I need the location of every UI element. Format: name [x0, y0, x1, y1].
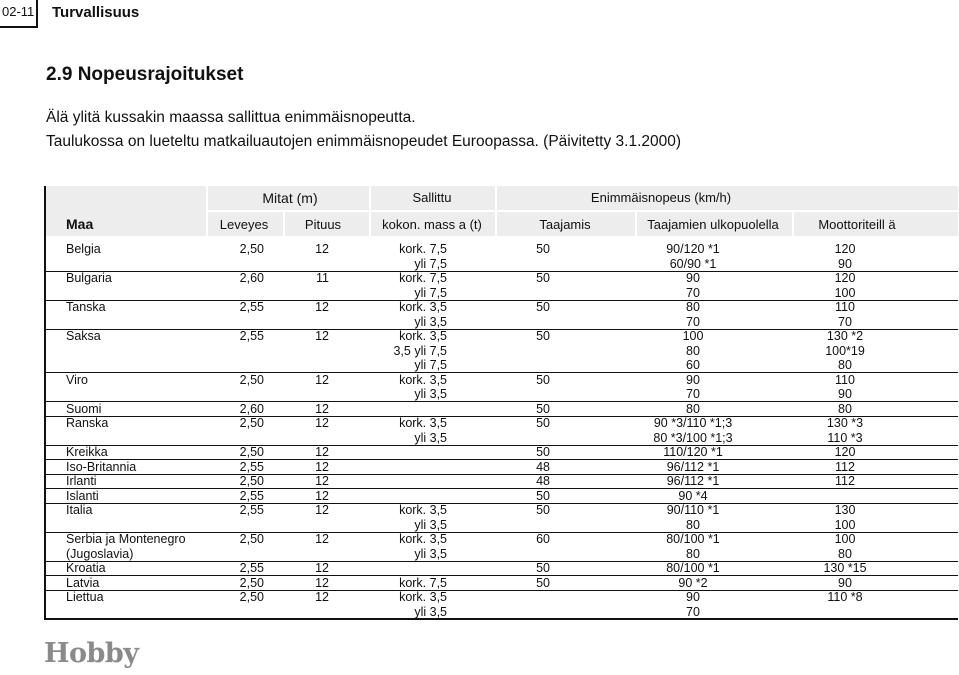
cell-leveys: 2,55 — [239, 561, 264, 575]
cell-moottoritie: 90 — [838, 575, 852, 590]
cell-moottoritie: 120 — [834, 271, 856, 285]
cell-massa: yli 7,5 — [414, 285, 447, 300]
cell-ulkopuolella: 80 *3/100 *1;3 — [653, 430, 733, 445]
cell-moottoritie: 100 — [834, 285, 856, 300]
header-divider — [206, 210, 958, 212]
cell-taajama: 60 — [536, 532, 550, 546]
cell-maa: Kreikka — [66, 445, 108, 459]
header-sallittu: Sallittu — [412, 190, 452, 205]
cell-ulkopuolella: 60 — [686, 358, 700, 372]
cell-ulkopuolella: 70 — [686, 314, 700, 329]
cell-taajama: 50 — [536, 488, 550, 503]
cell-leveys: 2,50 — [239, 474, 264, 488]
cell-ulkopuolella: 90 — [686, 271, 700, 285]
cell-ulkopuolella: 70 — [686, 604, 700, 619]
cell-massa: yli 3,5 — [414, 517, 447, 532]
cell-maa: Belgia — [66, 242, 101, 256]
cell-massa: 3,5 yli 7,5 — [393, 343, 447, 358]
cell-massa: yli 7,5 — [414, 256, 447, 271]
cell-moottoritie: 110 — [835, 300, 855, 314]
cell-pituus: 12 — [315, 372, 329, 387]
cell-ulkopuolella: 80 — [686, 401, 700, 416]
cell-ulkopuolella: 80/100 *1 — [666, 532, 720, 546]
cell-taajama: 48 — [536, 474, 550, 488]
cell-moottoritie: 110 *8 — [827, 590, 863, 604]
row-divider — [46, 575, 958, 576]
cell-ulkopuolella: 90 — [686, 590, 700, 604]
header-moottoritie: Moottoriteill ä — [818, 217, 896, 232]
cell-taajama: 50 — [536, 401, 550, 416]
row-divider — [46, 271, 958, 272]
cell-taajama: 50 — [536, 445, 550, 459]
cell-leveys: 2,55 — [239, 488, 264, 503]
table-frame — [44, 186, 958, 620]
cell-maa: Irlanti — [66, 474, 97, 488]
cell-pituus: 12 — [315, 488, 329, 503]
cell-pituus: 12 — [315, 445, 329, 459]
cell-ulkopuolella: 90/120 *1 — [666, 242, 720, 256]
cell-ulkopuolella: 60/90 *1 — [669, 256, 717, 271]
cell-ulkopuolella: 96/112 *1 — [666, 474, 720, 488]
cell-taajama: 50 — [536, 329, 550, 343]
cell-leveys: 2,60 — [239, 271, 264, 285]
cell-pituus: 12 — [315, 575, 329, 590]
cell-ulkopuolella: 80 — [686, 300, 700, 314]
cell-taajama: 50 — [536, 242, 550, 256]
header-enimmaisnopeus: Enimmäisnopeus (km/h) — [590, 190, 732, 205]
cell-ulkopuolella: 70 — [686, 387, 700, 401]
cell-maa: Viro — [66, 372, 89, 387]
row-divider — [46, 459, 958, 460]
cell-leveys: 2,60 — [239, 401, 264, 416]
cell-massa: kork. 3,5 — [399, 416, 447, 430]
cell-massa: kork. 3,5 — [399, 590, 447, 604]
cell-moottoritie: 120 — [834, 445, 856, 459]
cell-massa: yli 3,5 — [414, 430, 447, 445]
cell-pituus: 11 — [316, 271, 329, 285]
page-number: 02-11 — [0, 0, 38, 28]
cell-ulkopuolella: 110/120 *1 — [663, 445, 723, 459]
cell-massa: yli 3,5 — [414, 604, 447, 619]
cell-maa: Suomi — [66, 401, 102, 416]
cell-maa: (Jugoslavia) — [66, 546, 134, 561]
header-massa: kokon. mass a (t) — [382, 217, 482, 232]
cell-ulkopuolella: 90 *2 — [678, 575, 708, 590]
cell-massa: kork. 3,5 — [399, 300, 447, 314]
page-heading: 2.9 Nopeusrajoitukset — [46, 64, 244, 85]
cell-leveys: 2,55 — [239, 300, 264, 314]
cell-taajama: 50 — [536, 416, 550, 430]
cell-pituus: 12 — [315, 329, 329, 343]
cell-ulkopuolella: 80/100 *1 — [666, 561, 720, 575]
header-mitat: Mitat (m) — [262, 190, 318, 206]
row-divider — [46, 503, 958, 504]
header-taajamis: Taajamis — [539, 217, 591, 232]
cell-leveys: 2,55 — [239, 503, 264, 517]
cell-maa: Ranska — [66, 416, 109, 430]
cell-ulkopuolella: 90 *3/110 *1;3 — [653, 416, 733, 430]
cell-taajama: 50 — [536, 271, 550, 285]
cell-ulkopuolella: 90/110 *1 — [666, 503, 720, 517]
cell-moottoritie: 80 — [838, 546, 852, 561]
cell-leveys: 2,55 — [239, 329, 264, 343]
cell-taajama: 50 — [536, 503, 550, 517]
cell-taajama: 50 — [536, 300, 550, 314]
cell-maa: Saksa — [66, 329, 101, 343]
cell-taajama: 48 — [536, 459, 550, 474]
header-pituus: Pituus — [304, 217, 342, 232]
cell-massa: kork. 7,5 — [399, 271, 447, 285]
cell-moottoritie: 90 — [838, 256, 852, 271]
cell-ulkopuolella: 90 *4 — [678, 488, 708, 503]
cell-pituus: 12 — [315, 590, 329, 604]
cell-massa: kork. 7,5 — [399, 575, 447, 590]
cell-maa: Italia — [66, 503, 93, 517]
row-divider — [46, 590, 958, 591]
hobby-logo: Hobby — [44, 638, 139, 669]
cell-maa: Serbia ja Montenegro — [66, 532, 186, 546]
cell-leveys: 2,50 — [239, 242, 264, 256]
cell-moottoritie: 130 *2 — [826, 329, 864, 343]
row-divider — [46, 329, 958, 330]
header-maa: Maa — [66, 216, 94, 232]
cell-taajama: 50 — [536, 575, 550, 590]
cell-ulkopuolella: 100 — [682, 329, 704, 343]
cell-moottoritie: 112 — [835, 459, 855, 474]
cell-ulkopuolella: 80 — [686, 546, 700, 561]
cell-pituus: 12 — [315, 401, 329, 416]
cell-moottoritie: 70 — [838, 314, 852, 329]
header-divider — [283, 211, 285, 236]
cell-maa: Islanti — [66, 488, 99, 503]
cell-massa: yli 7,5 — [414, 358, 447, 372]
cell-leveys: 2,50 — [239, 416, 264, 430]
cell-moottoritie: 112 — [835, 474, 855, 488]
cell-leveys: 2,50 — [239, 590, 264, 604]
cell-massa: kork. 3,5 — [399, 503, 447, 517]
row-divider — [46, 416, 958, 417]
row-divider — [46, 401, 958, 402]
cell-leveys: 2,50 — [239, 575, 264, 590]
cell-leveys: 2,50 — [239, 372, 264, 387]
cell-moottoritie: 110 *3 — [827, 430, 863, 445]
cell-ulkopuolella: 70 — [686, 285, 700, 300]
cell-massa: kork. 3,5 — [399, 329, 447, 343]
cell-pituus: 12 — [315, 474, 329, 488]
row-divider — [46, 445, 958, 446]
cell-massa: yli 3,5 — [414, 387, 447, 401]
row-divider — [46, 474, 958, 475]
header-leveyes: Leveyes — [219, 217, 269, 232]
row-divider — [46, 561, 958, 562]
cell-leveys: 2,50 — [239, 445, 264, 459]
cell-massa: kork. 3,5 — [399, 532, 447, 546]
cell-pituus: 12 — [315, 416, 329, 430]
cell-taajama: 50 — [536, 372, 550, 387]
intro-line-2: Taulukossa on lueteltu matkailuautojen enimmäisnopeudet Euroopassa. (Päivitetty 3.1.2000) — [46, 133, 682, 150]
cell-moottoritie: 90 — [838, 387, 852, 401]
header-divider — [792, 211, 794, 236]
cell-ulkopuolella: 80 — [686, 343, 700, 358]
header-divider — [635, 211, 637, 236]
cell-ulkopuolella: 90 — [686, 372, 700, 387]
cell-moottoritie: 130 — [834, 503, 856, 517]
cell-pituus: 12 — [315, 503, 329, 517]
cell-moottoritie: 100*19 — [825, 343, 865, 358]
cell-pituus: 12 — [315, 459, 329, 474]
cell-pituus: 12 — [315, 242, 329, 256]
cell-leveys: 2,55 — [239, 459, 264, 474]
cell-moottoritie: 100 — [834, 517, 856, 532]
cell-taajama: 50 — [536, 561, 550, 575]
cell-maa: Liettua — [66, 590, 104, 604]
cell-leveys: 2,50 — [239, 532, 264, 546]
cell-moottoritie: 130 *15 — [823, 561, 867, 575]
cell-massa: kork. 7,5 — [399, 242, 447, 256]
cell-moottoritie: 80 — [838, 401, 852, 416]
cell-ulkopuolella: 96/112 *1 — [666, 459, 720, 474]
cell-massa: yli 3,5 — [414, 314, 447, 329]
cell-maa: Iso-Britannia — [66, 459, 137, 474]
cell-maa: Bulgaria — [66, 271, 112, 285]
cell-moottoritie: 110 — [835, 372, 855, 387]
cell-moottoritie: 120 — [834, 242, 856, 256]
header-taajamien-ulkopuolella: Taajamien ulkopuolella — [647, 217, 779, 232]
cell-ulkopuolella: 80 — [686, 517, 700, 532]
intro-line-1: Älä ylitä kussakin maassa sallittua enimmäisnopeutta. — [46, 109, 416, 126]
cell-pituus: 12 — [315, 561, 329, 575]
row-divider — [46, 372, 958, 373]
cell-maa: Kroatia — [66, 561, 106, 575]
cell-pituus: 12 — [315, 300, 329, 314]
cell-maa: Tanska — [66, 300, 106, 314]
cell-pituus: 12 — [315, 532, 329, 546]
cell-moottoritie: 80 — [838, 358, 852, 372]
cell-maa: Latvia — [66, 575, 100, 590]
section-title: Turvallisuus — [52, 4, 140, 21]
cell-moottoritie: 100 — [834, 532, 856, 546]
cell-moottoritie: 130 *3 — [826, 416, 864, 430]
row-divider — [46, 300, 958, 301]
row-divider — [46, 488, 958, 489]
cell-massa: yli 3,5 — [414, 546, 447, 561]
cell-massa: kork. 3,5 — [399, 372, 447, 387]
